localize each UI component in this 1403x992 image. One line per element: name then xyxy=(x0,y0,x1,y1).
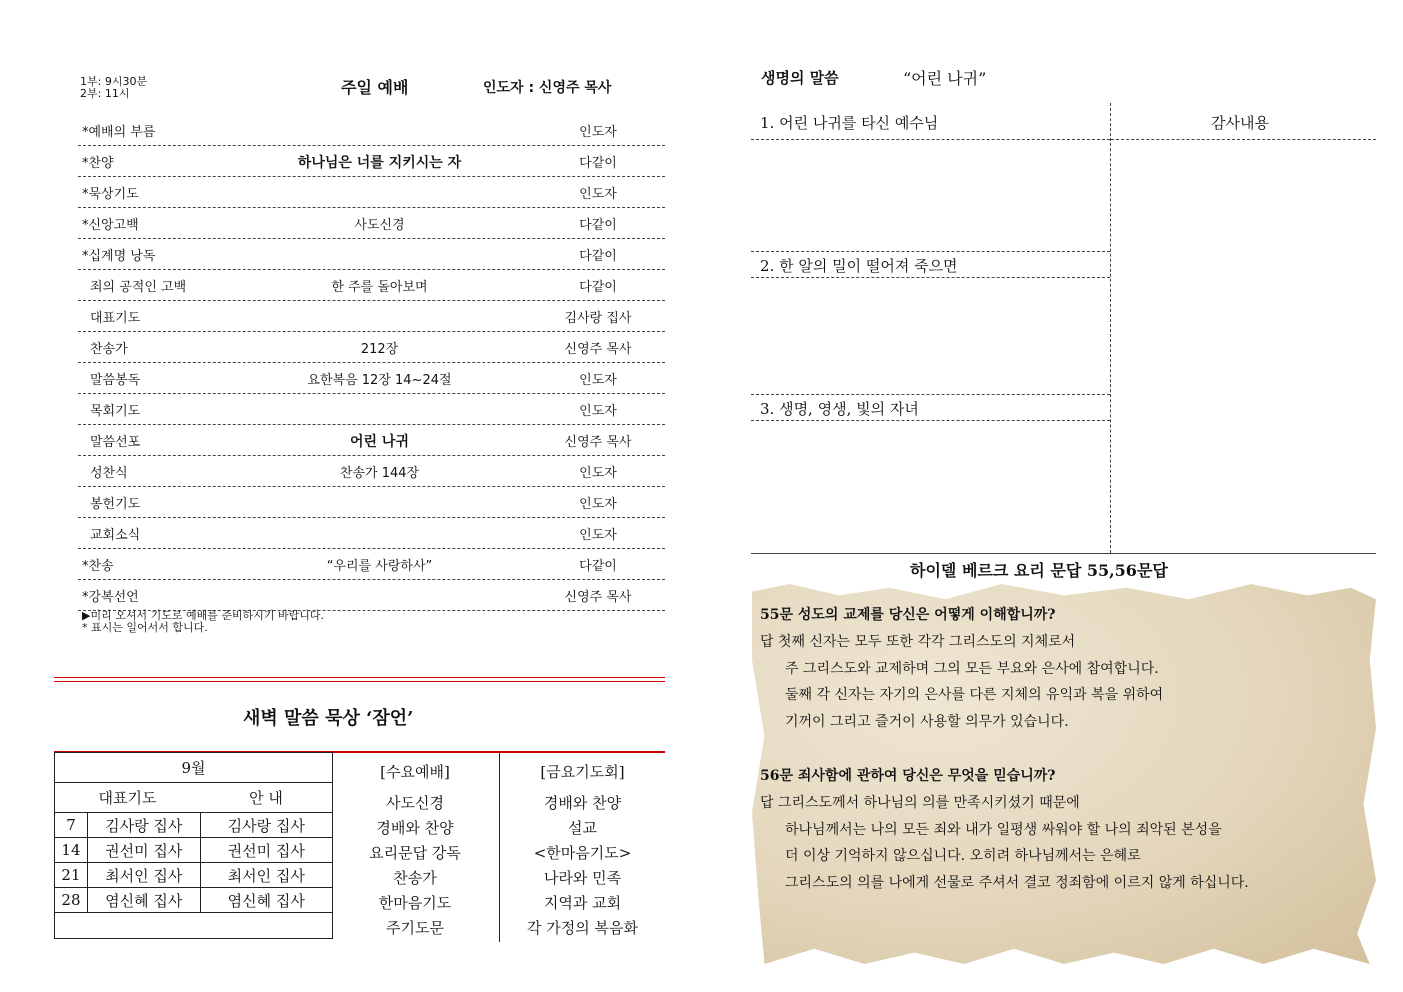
service-item-detail: 사도신경 xyxy=(354,218,405,233)
service-item-leader: 인도자 xyxy=(579,528,617,543)
sermon-title: “어린 나귀” xyxy=(903,69,987,88)
service-item-leader: 다같이 xyxy=(579,249,617,264)
service-item-detail: “우리를 사랑하사” xyxy=(326,559,433,574)
service-item-leader: 신영주 목사 xyxy=(564,435,632,450)
service-item-name: 죄의 공적인 고백 xyxy=(90,280,187,295)
service-item-detail: 요한복음 12장 14~24절 xyxy=(307,373,452,388)
day-cell: 28 xyxy=(55,888,88,913)
service-item-detail: 하나님은 너를 지키시는 자 xyxy=(297,155,462,171)
point-rule xyxy=(751,394,1110,395)
friday-item: 지역과 교회 xyxy=(543,894,622,912)
catechism-title: 하이델 베르크 요리 문답 55,56문답 xyxy=(910,561,1168,580)
service-item-name: 말씀봉독 xyxy=(90,373,141,388)
red-divider-top xyxy=(54,677,665,678)
catechism-line: 답 첫째 신자는 모두 또한 각각 그리스도의 지체로서 xyxy=(760,634,1076,650)
friday-item: 경배와 찬양 xyxy=(543,794,622,812)
wednesday-item: 주기도문 xyxy=(386,919,444,937)
service-item-detail: 찬송가 144장 xyxy=(339,466,420,481)
table-row xyxy=(55,813,333,838)
service-item-leader: 신영주 목사 xyxy=(564,590,632,605)
service-item-name: 대표기도 xyxy=(90,311,141,326)
service-item-name: *신앙고백 xyxy=(82,218,139,233)
service-times xyxy=(80,76,147,100)
service-item-name: 목회기도 xyxy=(90,404,141,419)
service-order-row xyxy=(78,424,665,456)
service-time-2: 2부: 11시 xyxy=(80,87,130,100)
sermon-point-3: 3. 생명, 영생, 빛의 자녀 xyxy=(760,400,919,418)
thanks-header: 감사내용 xyxy=(1211,114,1269,132)
wednesday-item: 찬송가 xyxy=(393,869,437,887)
catechism-q55: 55문 성도의 교제를 당신은 어떻게 이해합니까? xyxy=(760,607,1056,623)
service-item-leader: 다같이 xyxy=(579,559,617,574)
service-item-name: *묵상기도 xyxy=(82,187,139,202)
thanks-rule xyxy=(1111,139,1376,140)
service-order-row xyxy=(78,579,665,611)
service-order-row xyxy=(78,455,665,487)
service-leader: 인도자 : 신영주 목사 xyxy=(483,80,612,96)
catechism-line: 더 이상 기억하지 않으십니다. 오히려 하나님께서는 은혜로 xyxy=(785,848,1141,864)
service-order-row xyxy=(78,207,665,239)
catechism-line: 둘째 각 신자는 자기의 은사를 다른 지체의 유익과 복을 위하여 xyxy=(785,687,1164,703)
service-order-row xyxy=(78,548,665,580)
service-order-row xyxy=(78,114,665,146)
friday-item: 각 가정의 복음화 xyxy=(527,919,638,937)
service-item-detail: 한 주를 돌아보며 xyxy=(331,280,428,295)
guide-cell: 염신혜 집사 xyxy=(200,888,333,913)
wednesday-item: 경배와 찬양 xyxy=(376,819,454,837)
wednesday-item: 사도신경 xyxy=(386,794,444,812)
service-order-row xyxy=(78,486,665,518)
wednesday-item: 한마음기도 xyxy=(378,894,452,912)
service-order-row xyxy=(78,238,665,270)
service-notes xyxy=(82,610,324,634)
friday-column xyxy=(505,760,660,941)
month-cell: 9월 xyxy=(55,753,333,783)
notes-bottom-rule xyxy=(751,553,1376,554)
friday-title: [금요기도회] xyxy=(540,763,625,781)
table-row xyxy=(55,783,333,813)
service-item-leader: 인도자 xyxy=(579,466,617,481)
service-order-row xyxy=(78,331,665,363)
guide-cell: 권선미 집사 xyxy=(200,838,333,863)
service-item-leader: 인도자 xyxy=(579,404,617,419)
catechism-line: 그리스도의 의를 나에게 선물로 주셔서 결코 정죄함에 이르지 않게 하십니다. xyxy=(785,875,1249,891)
service-item-name: *예배의 부름 xyxy=(82,125,156,140)
day-cell: 7 xyxy=(55,813,88,838)
service-item-leader: 인도자 xyxy=(579,187,617,202)
catechism-line: 답 그리스도께서 하나님의 의를 만족시키셨기 때문에 xyxy=(760,795,1080,811)
service-item-detail: 어린 나귀 xyxy=(350,434,409,450)
table-row xyxy=(55,888,333,913)
guide-cell: 김사랑 집사 xyxy=(200,813,333,838)
day-cell: 21 xyxy=(55,863,88,888)
dawn-title: 새벽 말씀 묵상 ‘잠언’ xyxy=(243,708,414,729)
service-item-name: 봉헌기도 xyxy=(90,497,141,512)
service-item-leader: 신영주 목사 xyxy=(564,342,632,357)
service-order-row xyxy=(78,300,665,332)
service-item-name: 찬송가 xyxy=(90,342,128,357)
sermon-header: 생명의 말씀 xyxy=(761,69,839,87)
service-time-1: 1부: 9시30분 xyxy=(80,75,148,88)
notes-vertical-divider xyxy=(1110,103,1111,553)
point-rule xyxy=(751,251,1110,252)
service-item-leader: 다같이 xyxy=(579,280,617,295)
friday-item: 나라와 민족 xyxy=(543,869,622,887)
service-item-detail: 212장 xyxy=(360,342,399,357)
catechism-line: 하나님께서는 나의 모든 죄와 내가 일평생 싸워야 할 나의 죄악된 본성을 xyxy=(785,822,1222,838)
dawn-schedule-table xyxy=(54,752,333,939)
point-rule xyxy=(751,277,1110,278)
service-item-leader: 다같이 xyxy=(579,156,617,171)
table-row xyxy=(55,913,333,939)
service-title: 주일 예배 xyxy=(341,78,409,97)
wednesday-column xyxy=(340,760,490,941)
header-prayer: 대표기도 xyxy=(55,783,201,813)
service-item-leader: 다같이 xyxy=(579,218,617,233)
day-cell: 14 xyxy=(55,838,88,863)
point-rule xyxy=(751,139,1110,140)
header-guide: 안 내 xyxy=(200,783,333,813)
service-order-row xyxy=(78,517,665,549)
service-item-leader: 인도자 xyxy=(579,373,617,388)
friday-item: <한마음기도> xyxy=(533,844,632,862)
service-item-name: *찬송 xyxy=(82,559,114,574)
prayer-cell: 염신혜 집사 xyxy=(87,888,200,913)
sermon-point-2: 2. 한 알의 밀이 떨어져 죽으면 xyxy=(760,257,958,275)
service-item-leader: 김사랑 집사 xyxy=(564,311,632,326)
service-item-name: 성찬식 xyxy=(90,466,128,481)
point-rule xyxy=(751,420,1110,421)
service-item-name: 교회소식 xyxy=(90,528,141,543)
empty-cell xyxy=(55,913,333,939)
prayer-cell: 최서인 집사 xyxy=(87,863,200,888)
service-order-row xyxy=(78,393,665,425)
service-order-row xyxy=(78,362,665,394)
service-order-row xyxy=(78,145,665,177)
column-divider xyxy=(499,752,500,942)
prayer-cell: 권선미 집사 xyxy=(87,838,200,863)
friday-item: 설교 xyxy=(568,819,597,837)
service-item-name: *강복선언 xyxy=(82,590,139,605)
service-order-row xyxy=(78,176,665,208)
sermon-point-1: 1. 어린 나귀를 타신 예수님 xyxy=(760,114,939,132)
service-item-name: *십계명 낭독 xyxy=(82,249,156,264)
service-note-2: * 표시는 일어서서 합니다. xyxy=(82,621,208,634)
prayer-cell: 김사랑 집사 xyxy=(87,813,200,838)
catechism-line: 기꺼이 그리고 즐거이 사용할 의무가 있습니다. xyxy=(785,714,1069,730)
guide-cell: 최서인 집사 xyxy=(200,863,333,888)
service-note-1: ▶미리 오셔서 기도로 예배를 준비하시기 바랍니다. xyxy=(82,609,324,622)
service-item-name: *찬양 xyxy=(82,156,114,171)
service-item-name: 말씀선포 xyxy=(90,435,141,450)
wednesday-title: [수요예배] xyxy=(380,763,450,781)
catechism-q56: 56문 죄사함에 관하여 당신은 무엇을 믿습니까? xyxy=(760,768,1056,784)
table-row xyxy=(55,753,333,783)
table-row xyxy=(55,863,333,888)
service-item-leader: 인도자 xyxy=(579,125,617,140)
catechism-line: 주 그리스도와 교제하며 그의 모든 부요와 은사에 참여합니다. xyxy=(785,661,1159,677)
service-item-leader: 인도자 xyxy=(579,497,617,512)
service-order-row xyxy=(78,269,665,301)
red-divider-bottom xyxy=(54,681,665,682)
wednesday-item: 요리문답 강독 xyxy=(369,844,461,862)
table-row xyxy=(55,838,333,863)
